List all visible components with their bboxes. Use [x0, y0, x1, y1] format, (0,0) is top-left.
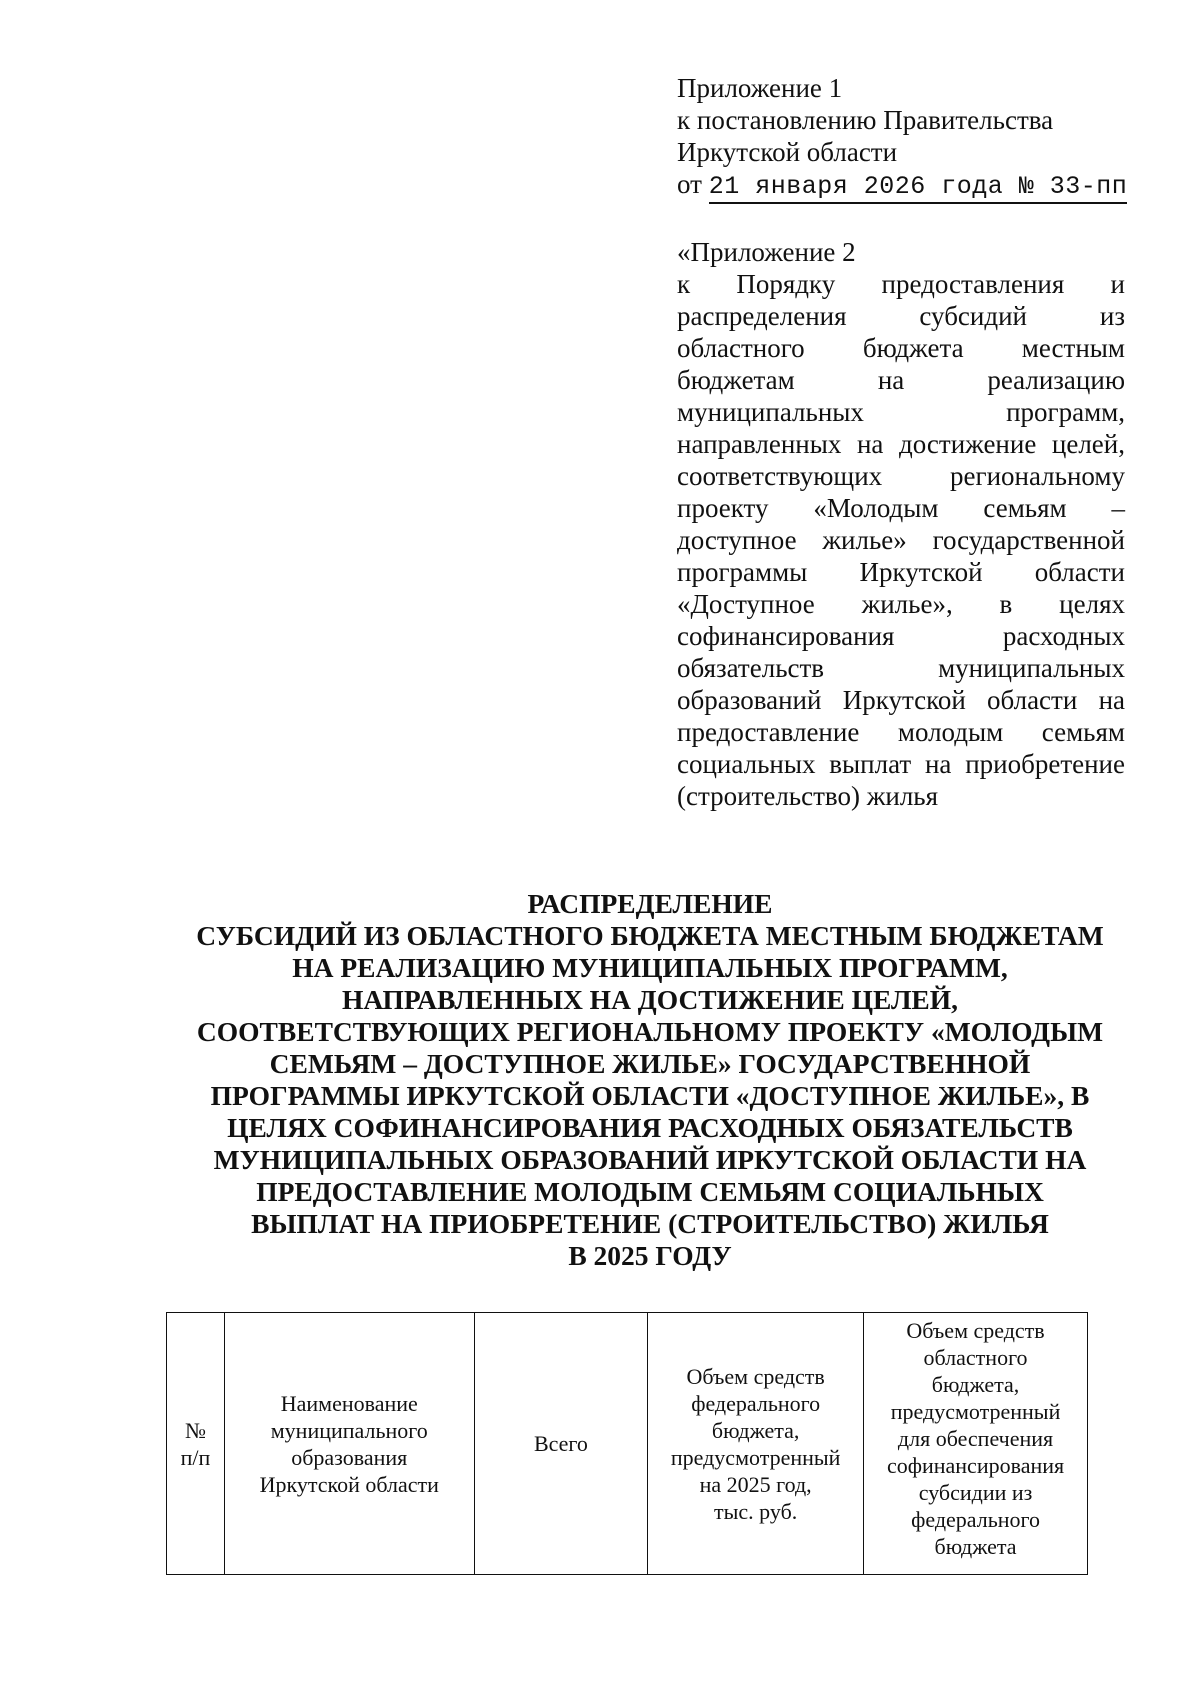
table-header-row	[167, 1313, 1088, 1575]
title-line: ВЫПЛАТ НА ПРИОБРЕТЕНИЕ (СТРОИТЕЛЬСТВО) ЖИЛЬЯ	[251, 1208, 1049, 1239]
header-num-line: №	[184, 1417, 206, 1443]
header-regional-line: субсидии из	[918, 1480, 1033, 1505]
header-regional-line: бюджета,	[931, 1372, 1020, 1397]
title-line: СООТВЕТСТВУЮЩИХ РЕГИОНАЛЬНОМУ ПРОЕКТУ «МОЛОДЫМ	[196, 1016, 1104, 1047]
title-line: В 2025 ГОДУ	[568, 1240, 732, 1271]
appendix-2-procedure-ref: к Порядку предоставления и распределения субсидий из областного бюджета местным бюджетам на реализацию муниципальных программ, направленных на достижение целей, соответствующих региональному проекту «Молодым семьям – доступное жилье» государственной программы Иркутской области «Доступное жилье», в целях софинансирования расходных обязательств муниципальных образований Иркутской области на предоставление молодым семьям социальных выплат на приобретение (строительство) жилья	[677, 269, 1125, 811]
header-federal-budget	[648, 1313, 864, 1575]
header-municipality-line: муниципального	[270, 1417, 428, 1443]
appendix-1-date-value: 21 января 2026 года № 33-пп	[709, 172, 1128, 204]
appendix-1-header	[677, 72, 1137, 203]
title-line: ЦЕЛЯХ СОФИНАНСИРОВАНИЯ РАСХОДНЫХ ОБЯЗАТЕЛЬСТВ	[227, 1112, 1073, 1143]
title-line: НА РЕАЛИЗАЦИЮ МУНИЦИПАЛЬНЫХ ПРОГРАММ,	[292, 952, 1008, 983]
title-line: ПРОГРАММЫ ИРКУТСКОЙ ОБЛАСТИ «ДОСТУПНОЕ ЖИЛЬЕ», В	[210, 1080, 1090, 1111]
header-federal-line: на 2025 год,	[699, 1471, 812, 1497]
header-regional-line: федерального	[911, 1507, 1040, 1532]
appendix-2-label: «Приложение 2	[677, 237, 856, 267]
document-title	[120, 888, 1180, 1272]
appendix-2-header	[677, 236, 1125, 812]
title-line: МУНИЦИПАЛЬНЫХ ОБРАЗОВАНИЙ ИРКУТСКОЙ ОБЛАСТИ НА	[213, 1144, 1087, 1175]
appendix-1-region: Иркутской области	[677, 137, 898, 167]
header-total-line: Всего	[533, 1431, 588, 1456]
header-municipality	[224, 1313, 474, 1575]
header-federal-line: федерального	[691, 1390, 821, 1416]
header-federal-line: предусмотренный	[670, 1444, 841, 1470]
header-num	[167, 1313, 225, 1575]
header-regional-line: предусмотренный	[890, 1399, 1061, 1424]
distribution-table	[166, 1312, 1088, 1575]
appendix-1-label: Приложение 1	[677, 73, 843, 103]
header-regional-budget	[864, 1313, 1088, 1575]
header-total	[474, 1313, 648, 1575]
title-line: РАСПРЕДЕЛЕНИЕ	[527, 888, 773, 919]
header-federal-line: бюджета,	[711, 1417, 800, 1443]
header-regional-line: софинансирования	[886, 1453, 1065, 1478]
appendix-1-date-line	[677, 168, 1137, 203]
header-federal-line: Объем средств	[686, 1363, 825, 1389]
header-regional-line: бюджета	[934, 1534, 1017, 1559]
header-municipality-line: Наименование	[280, 1390, 418, 1416]
header-federal-line: тыс. руб.	[714, 1498, 798, 1524]
header-municipality-line: образования	[291, 1444, 408, 1470]
header-municipality-line: Иркутской области	[259, 1471, 439, 1497]
title-line: ПРЕДОСТАВЛЕНИЕ МОЛОДЫМ СЕМЬЯМ СОЦИАЛЬНЫХ	[256, 1176, 1044, 1207]
header-num-line: п/п	[180, 1444, 211, 1470]
header-regional-line: областного	[923, 1345, 1028, 1370]
title-line: СУБСИДИЙ ИЗ ОБЛАСТНОГО БЮДЖЕТА МЕСТНЫМ БЮДЖЕТАМ	[196, 920, 1104, 951]
appendix-1-date-prefix: от	[677, 169, 709, 199]
header-regional-line: для обеспечения	[897, 1426, 1054, 1451]
title-line: СЕМЬЯМ – ДОСТУПНОЕ ЖИЛЬЕ» ГОСУДАРСТВЕННОЙ	[269, 1048, 1031, 1079]
title-line: НАПРАВЛЕННЫХ НА ДОСТИЖЕНИЕ ЦЕЛЕЙ,	[341, 984, 959, 1015]
header-regional-line: Объем средств	[906, 1318, 1045, 1343]
appendix-1-resolution-ref: к постановлению Правительства	[677, 105, 1054, 135]
